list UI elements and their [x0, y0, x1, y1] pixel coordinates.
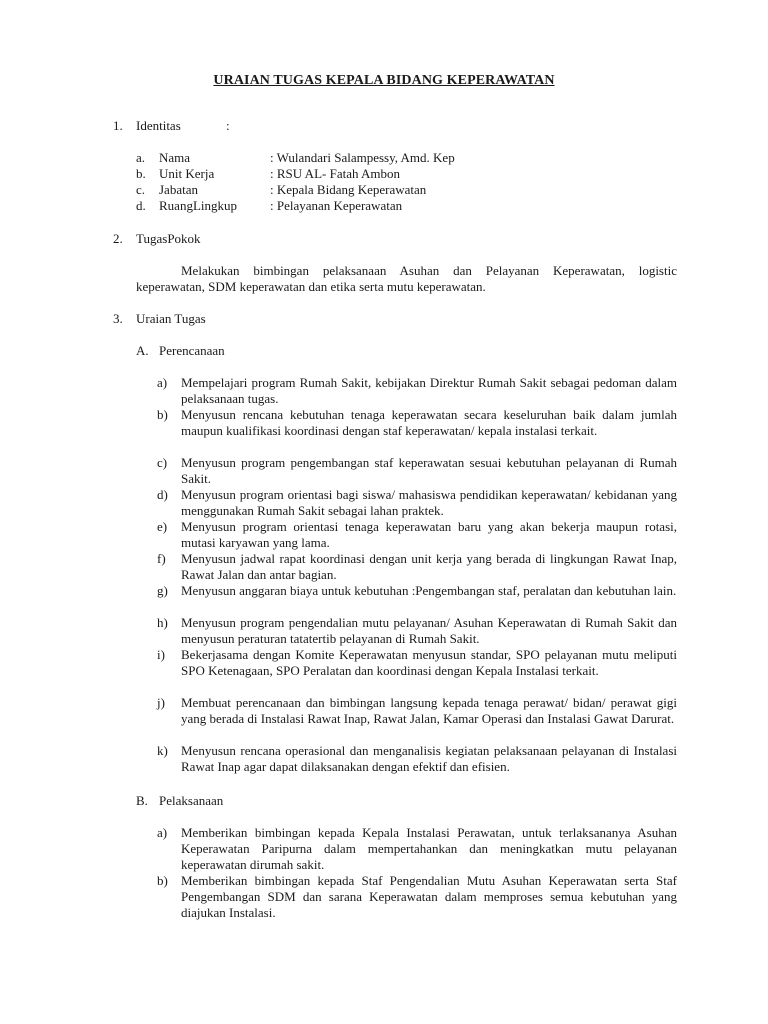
field-letter: d. — [136, 198, 146, 213]
field-label-ruang-lingkup: RuangLingkup — [159, 198, 237, 213]
list-item-letter: e) — [157, 519, 168, 534]
list-item: Menyusun program orientasi bagi siswa/ mahasiswa pendidikan keperawatan/ kebidanan yang menggunakan Rumah Sakit sebagai lahan praktek. — [181, 487, 677, 518]
list-item-letter: g) — [157, 583, 168, 598]
list-item: Menyusun rencana operasional dan menganalisis kegiatan pelaksanaan pelayanan di Instalasi Rawat Inap agar dapat dilaksanakan dengan efektif dan efisien. — [181, 743, 677, 774]
list-item-letter: f) — [157, 551, 166, 566]
field-label-nama: Nama — [159, 150, 191, 165]
list-item: Menyusun rencana kebutuhan tenaga keperawatan secara keseluruhan baik dalam jumlah maupun kualifikasi koordinasi dengan staf keperawatan/ kepala instalasi terkait. — [181, 407, 677, 438]
section-3-number: 3. — [113, 311, 123, 326]
list-item-letter: b) — [157, 873, 168, 888]
list-item-letter: j) — [157, 695, 165, 710]
list-item: Membuat perencanaan dan bimbingan langsung kepada tenaga perawat/ bidan/ perawat gigi yang berada di Instalasi Rawat Inap, Rawat Jalan, Kamar Operasi dan Instalasi Gawat Darurat. — [181, 695, 677, 726]
list-item-letter: b) — [157, 407, 168, 422]
list-item-letter: d) — [157, 487, 168, 502]
field-value-unit-kerja: : RSU AL- Fatah Ambon — [270, 166, 401, 181]
list-item: Memberikan bimbingan kepada Kepala Instalasi Perawatan, untuk terlaksananya Asuhan Keperawatan Paripurna dalam mempertahankan dan meningkatkan mutu pelayanan keperawatan dirumah sakit. — [181, 825, 677, 872]
list-item-letter: h) — [157, 615, 168, 630]
section-1-number: 1. — [113, 118, 123, 133]
section-2-number: 2. — [113, 231, 123, 246]
tugas-pokok-line-1: Melakukan bimbingan pelaksanaan Asuhan dan Pelayanan Keperawatan, logistic — [181, 263, 677, 278]
list-item-letter: i) — [157, 647, 165, 662]
list-item: Memberikan bimbingan kepada Staf Pengendalian Mutu Asuhan Keperawatan serta Staf Pengembangan SDM dan sarana Keperawatan dalam memproses semua kebutuhan yang diajukan Instalasi. — [181, 873, 677, 920]
field-label-jabatan: Jabatan — [159, 182, 198, 197]
subsection-a-letter: A. — [136, 343, 149, 358]
list-item: Bekerjasama dengan Komite Keperawatan menyusun standar, SPO pelayanan mutu meliputi SPO Ketenagaan, SPO Peralatan dan koordinasi dengan Kepala Instalasi terkait. — [181, 647, 677, 678]
document-title: URAIAN TUGAS KEPALA BIDANG KEPERAWATAN — [213, 73, 555, 88]
subsection-b-label: Pelaksanaan — [159, 793, 224, 808]
field-letter: a. — [136, 150, 146, 165]
list-item: Menyusun program pengembangan staf keperawatan sesuai kebutuhan pelayanan di Rumah Sakit. — [181, 455, 677, 486]
field-value-ruang-lingkup: : Pelayanan Keperawatan — [270, 198, 403, 213]
subsection-a-label: Perencanaan — [159, 343, 225, 358]
list-item: Menyusun jadwal rapat koordinasi dengan unit kerja yang berada di lingkungan Rawat Inap, Rawat Jalan dan antar bagian. — [181, 551, 677, 582]
field-letter: b. — [136, 166, 146, 181]
section-2-label: TugasPokok — [136, 231, 201, 246]
list-item-letter: a) — [157, 375, 168, 390]
section-1-label: Identitas — [136, 118, 181, 133]
field-label-unit-kerja: Unit Kerja — [159, 166, 215, 181]
tugas-pokok-line-2: keperawatan, SDM keperawatan dan etika serta mutu keperawatan. — [136, 279, 486, 294]
section-1-colon: : — [226, 118, 230, 133]
list-item: Mempelajari program Rumah Sakit, kebijakan Direktur Rumah Sakit sebagai pedoman dalam pelaksanaan tugas. — [181, 375, 677, 406]
field-value-nama: : Wulandari Salampessy, Amd. Kep — [270, 150, 455, 165]
field-letter: c. — [136, 182, 146, 197]
subsection-b-letter: B. — [136, 793, 148, 808]
list-item-letter: c) — [157, 455, 168, 470]
section-3-label: Uraian Tugas — [136, 311, 206, 326]
list-item-letter: k) — [157, 743, 168, 758]
list-item: Menyusun program orientasi tenaga keperawatan baru yang akan bekerja maupun rotasi, mutasi karyawan yang lama. — [181, 519, 677, 550]
list-item: Menyusun anggaran biaya untuk kebutuhan :Pengembangan staf, peralatan dan kebutuhan lain. — [181, 583, 677, 598]
list-item: Menyusun program pengendalian mutu pelayanan/ Asuhan Keperawatan di Rumah Sakit dan menyusun peraturan tatatertib pelayanan di Rumah Sakit. — [181, 615, 677, 646]
field-value-jabatan: : Kepala Bidang Keperawatan — [270, 182, 427, 197]
list-item-letter: a) — [157, 825, 168, 840]
